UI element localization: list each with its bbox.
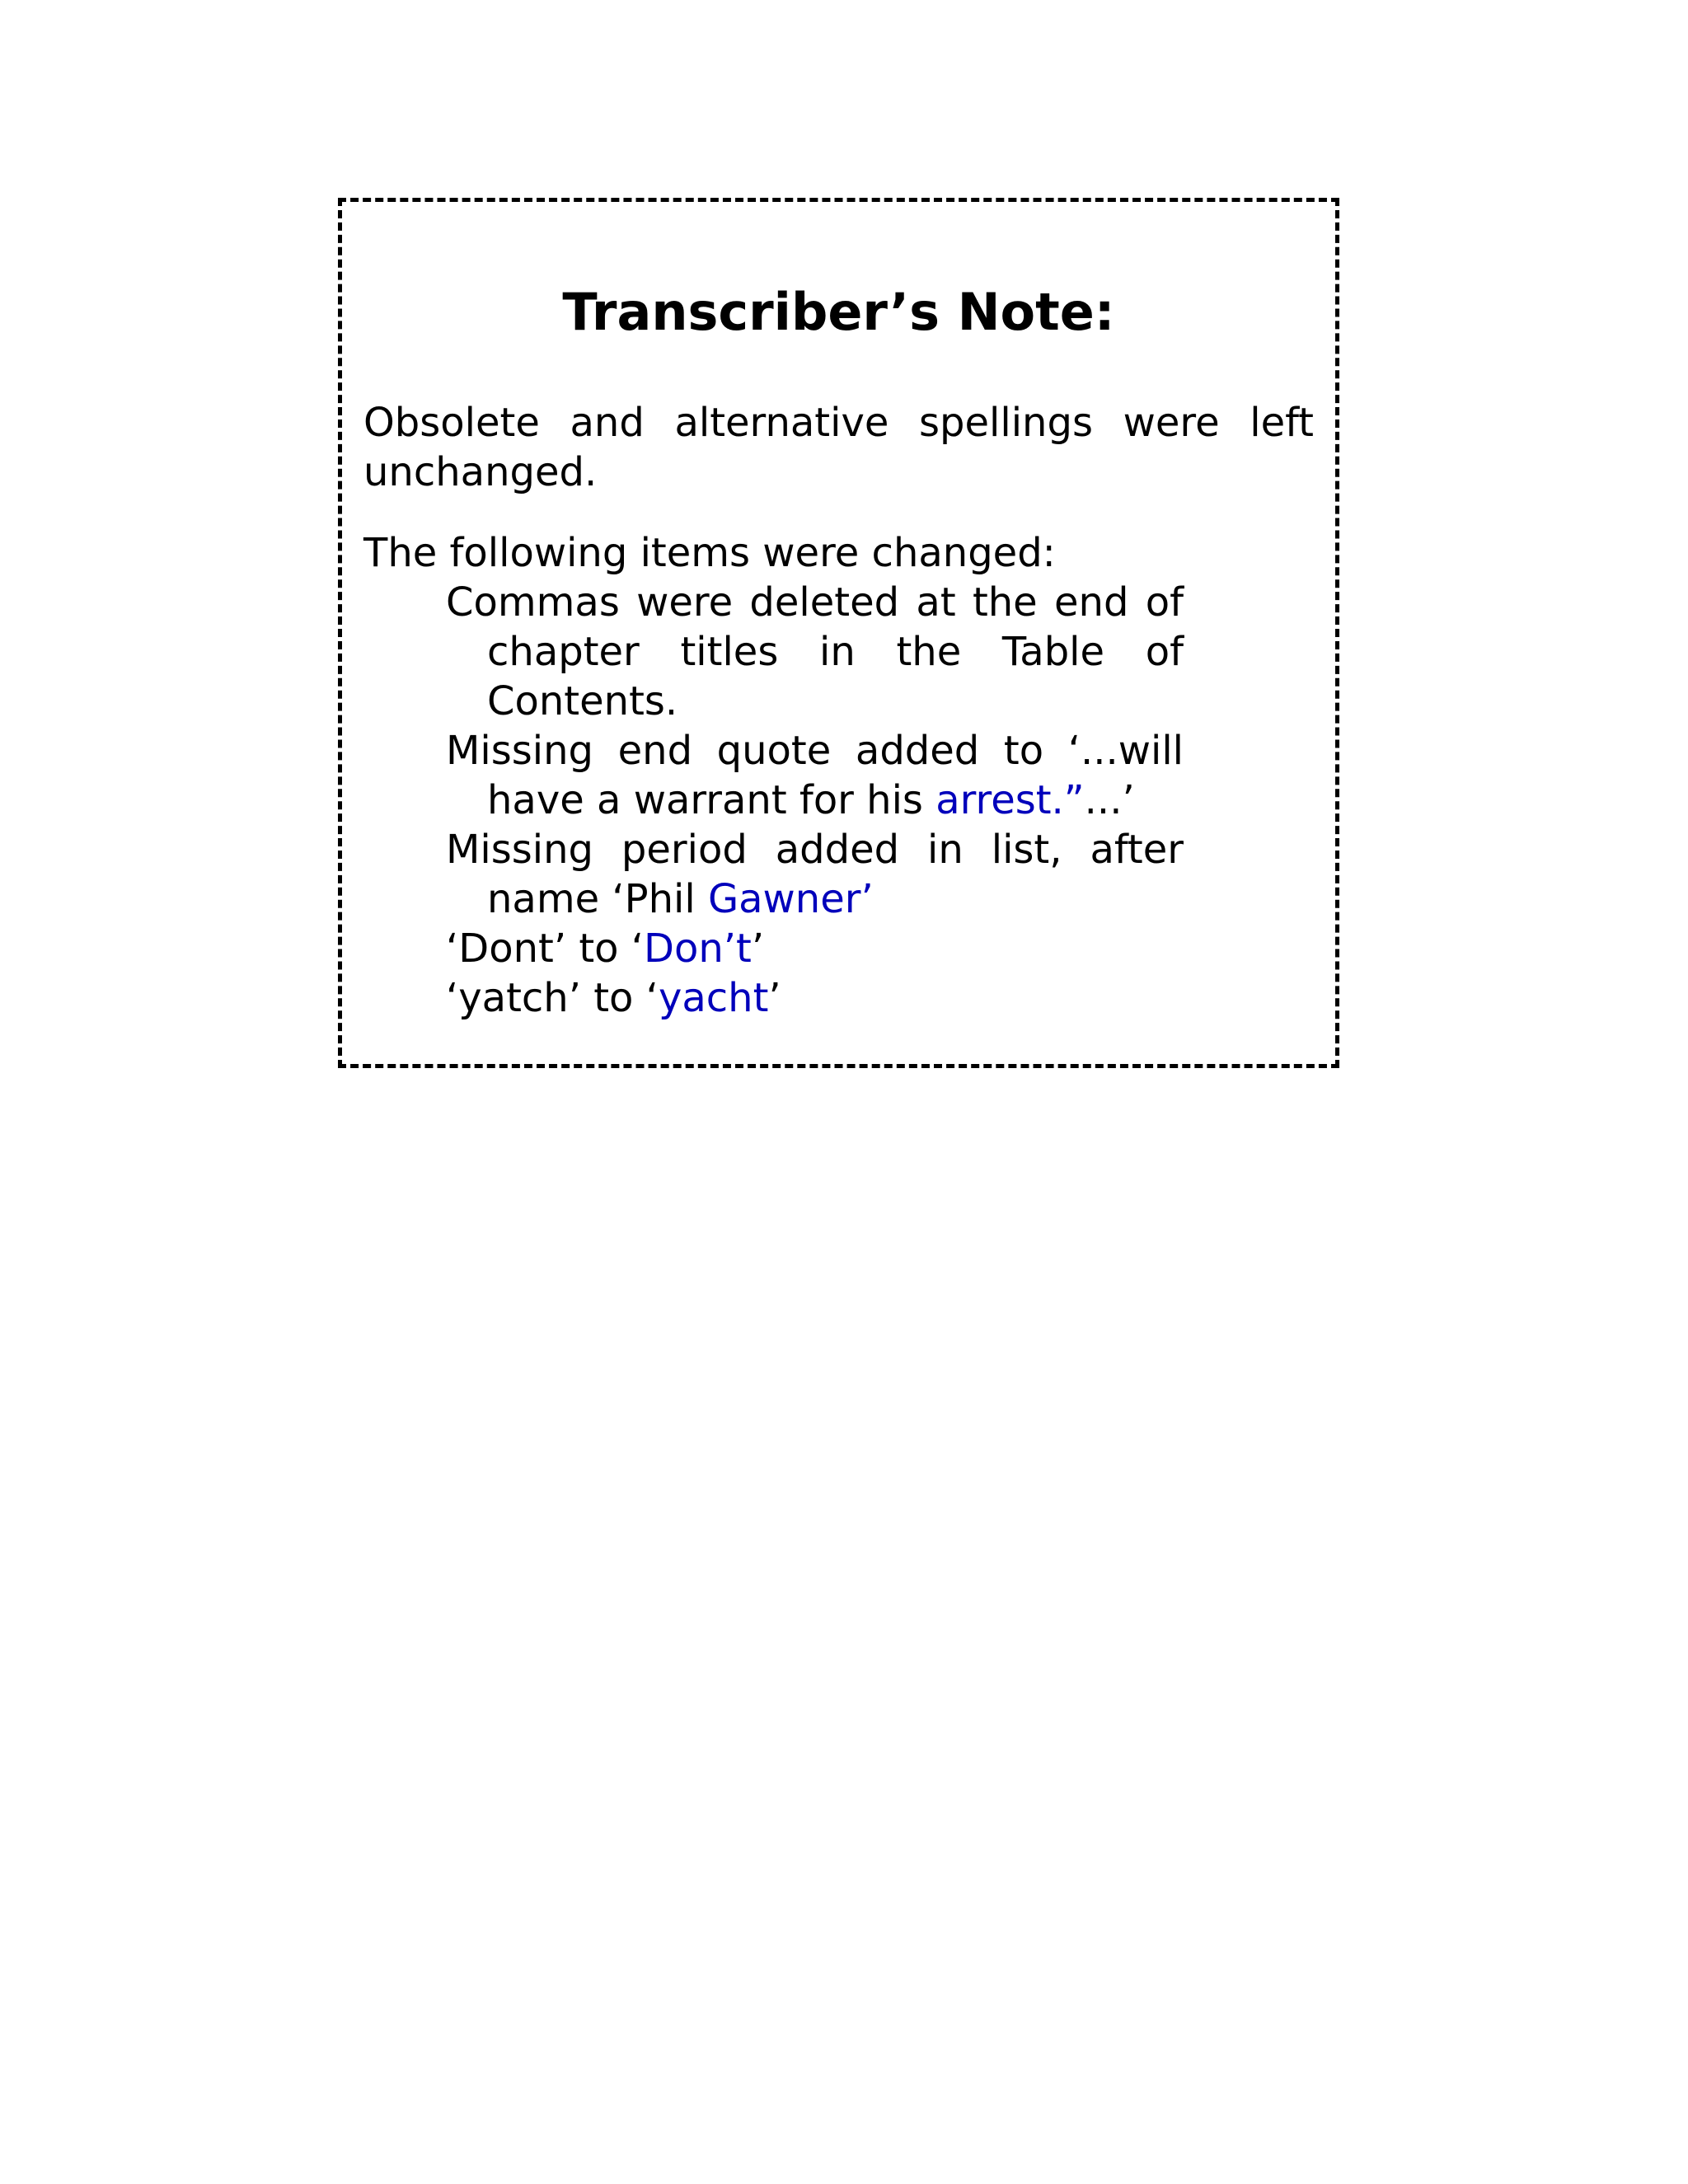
change-suffix: ’	[751, 926, 765, 972]
change-highlight: Gawner’	[707, 876, 874, 922]
change-item-end-quote	[446, 726, 1184, 825]
note-paragraph-spellings: Obsolete and alternative spellings were left unchanged.	[363, 400, 1314, 495]
change-highlight: Don’t	[644, 926, 752, 972]
change-item-commas	[446, 578, 1184, 726]
note-paragraph-changes-intro: The following items were changed:	[363, 530, 1056, 576]
change-text: Commas were deleted at the end of chapter titles in the Table of Contents.	[446, 579, 1184, 724]
change-prefix: ‘yatch’ to ‘	[446, 975, 659, 1021]
change-highlight: yacht	[658, 975, 769, 1021]
changes-list	[446, 578, 1184, 1023]
change-item-missing-period	[446, 825, 1184, 924]
note-title: Transcriber’s Note:	[562, 282, 1115, 342]
change-prefix: Missing period added in list, after name ‘Phil	[446, 827, 1184, 922]
change-item-dont	[446, 924, 1184, 973]
transcribers-note-box	[338, 198, 1339, 1068]
change-item-yacht	[446, 973, 1184, 1023]
change-highlight: arrest.”	[935, 777, 1085, 823]
change-prefix: ‘Dont’ to ‘	[446, 926, 645, 972]
change-prefix: Missing end quote added to ‘...will have a warrant for his	[446, 728, 1184, 823]
change-suffix: ’	[768, 975, 781, 1021]
change-suffix: ...’	[1084, 777, 1135, 823]
